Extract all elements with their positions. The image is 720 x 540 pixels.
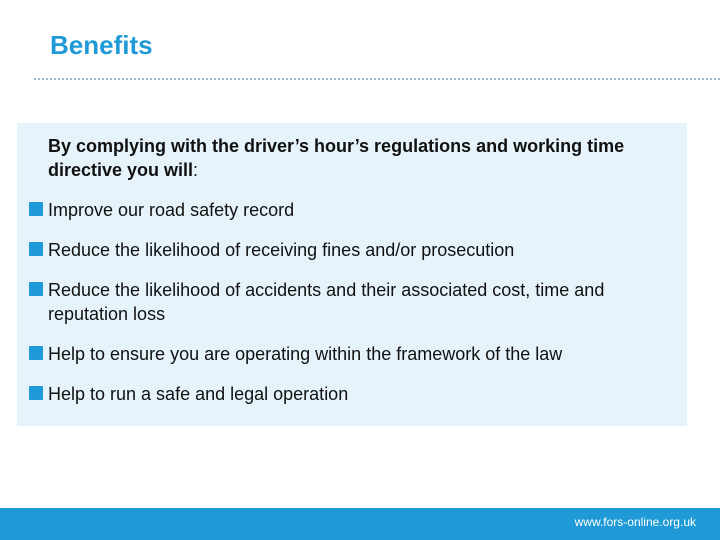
square-bullet-icon: [29, 242, 43, 256]
list-item-text: Reduce the likelihood of receiving fines and/or prosecution: [48, 240, 515, 260]
square-bullet-icon: [29, 282, 43, 296]
intro-bold-text: By complying with the driver’s hour’s regulations and working time directive you will: [48, 136, 625, 180]
square-bullet-icon: [29, 202, 43, 216]
intro-text: [48, 134, 678, 182]
square-bullet-icon: [29, 346, 43, 360]
slide-title: Benefits: [50, 30, 153, 60]
list-item: [48, 198, 678, 222]
list-item: [48, 238, 678, 262]
list-item-text: Help to run a safe and legal operation: [48, 384, 349, 404]
list-item-text: Reduce the likelihood of accidents and their associated cost, time and reputation loss: [48, 280, 605, 324]
list-item-text: Improve our road safety record: [48, 200, 295, 220]
list-item: [48, 278, 678, 326]
list-item: [48, 382, 678, 406]
title-divider: [34, 78, 720, 80]
list-item-text: Help to ensure you are operating within the framework of the law: [48, 344, 563, 364]
footer-website-link[interactable]: www.fors-online.org.uk: [574, 515, 696, 529]
list-item: [48, 342, 678, 366]
intro-colon: :: [193, 160, 199, 180]
square-bullet-icon: [29, 386, 43, 400]
